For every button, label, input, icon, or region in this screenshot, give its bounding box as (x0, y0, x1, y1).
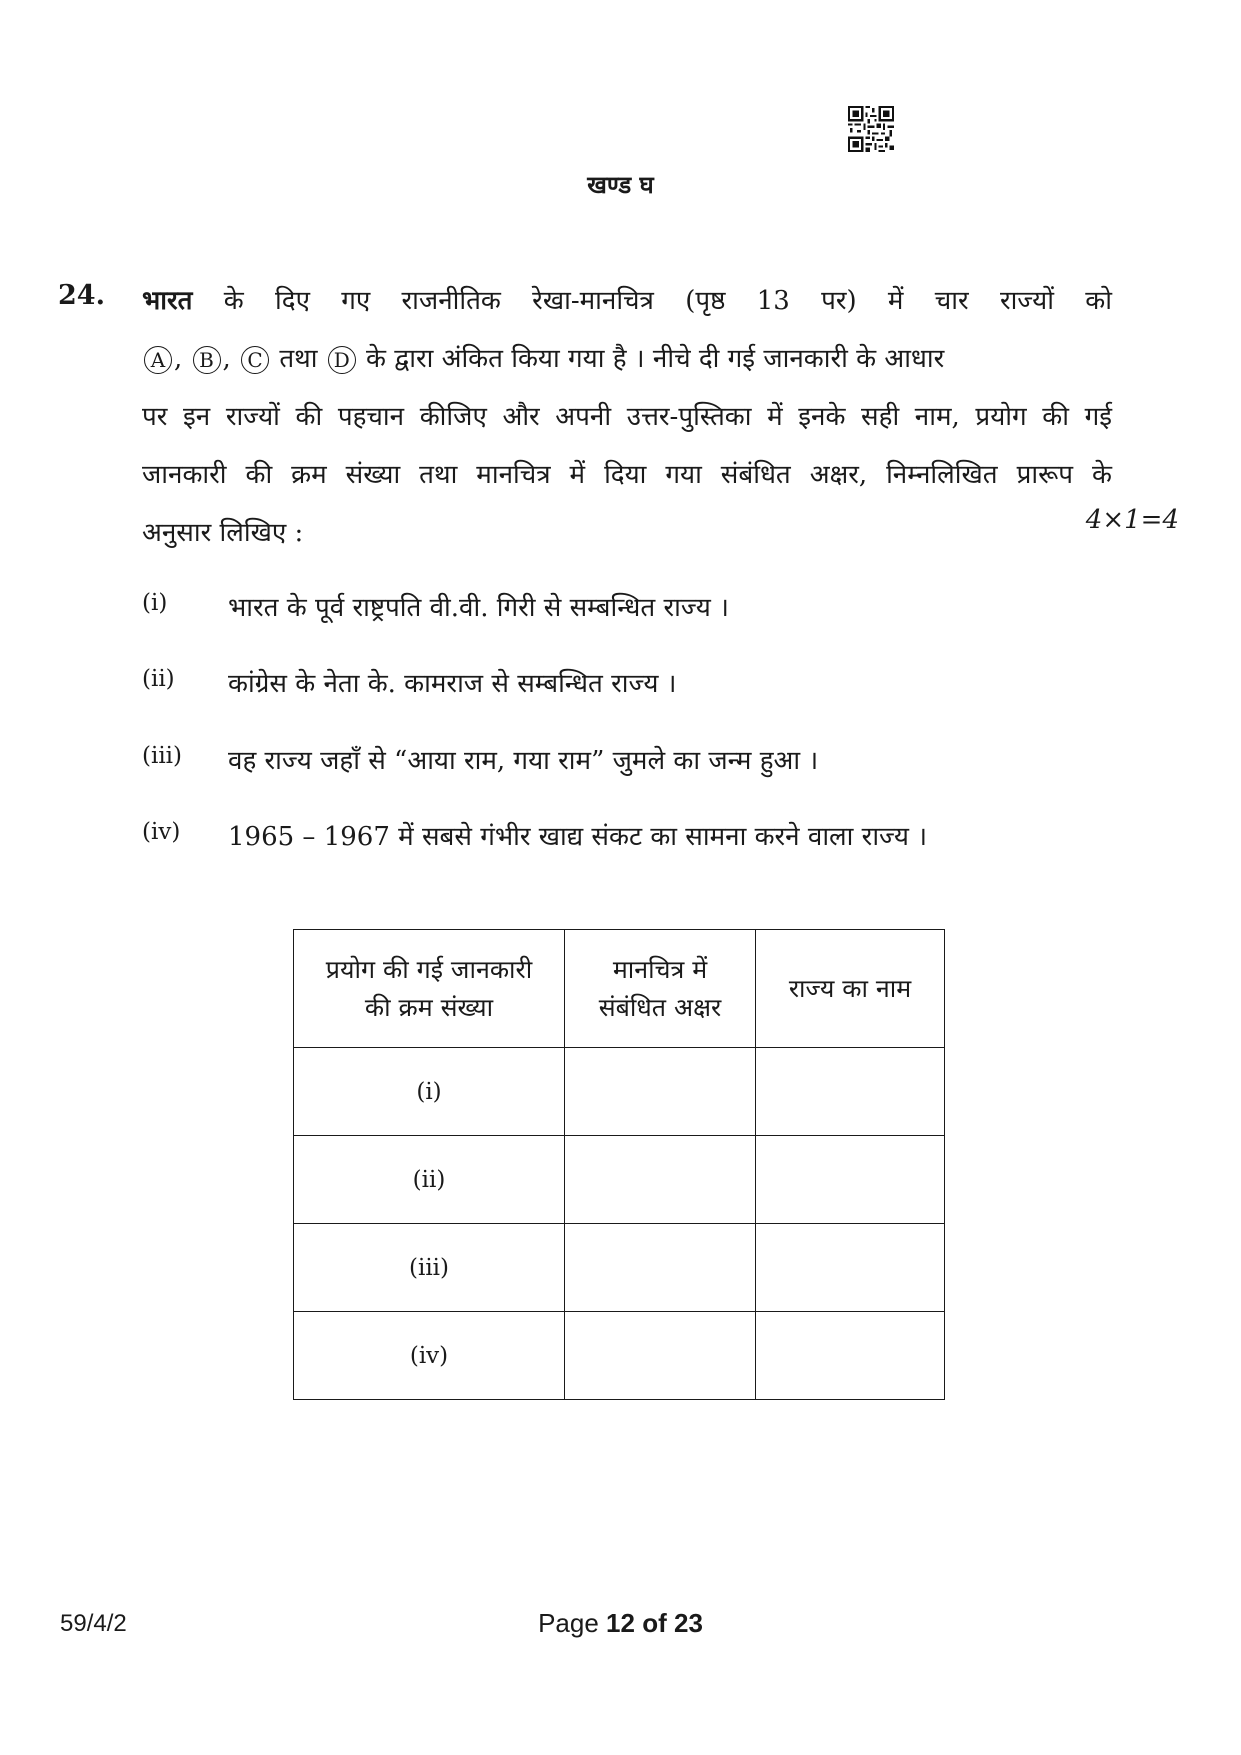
circled-letter-c: C (241, 346, 269, 374)
header-serial-line-2: की क्रम संख्या (364, 992, 494, 1022)
row-letter-cell (565, 1136, 756, 1224)
qr-code (848, 106, 894, 152)
table-row (294, 1224, 945, 1312)
row-serial: (iv) (294, 1312, 565, 1400)
row-serial: (iii) (294, 1224, 565, 1312)
question-line-5: अनुसार लिखिए : (142, 518, 304, 548)
header-serial-number (294, 930, 565, 1048)
page-of: of (642, 1608, 667, 1638)
circled-letter-a: A (144, 346, 172, 374)
circled-letter-d: D (328, 346, 356, 374)
sub-item-number: (i) (142, 590, 168, 616)
header-map-letter (565, 930, 756, 1048)
header-letter-line-1: मानचित्र में (612, 954, 708, 984)
question-text (142, 272, 1112, 562)
sub-item-text: वह राज्य जहाँ से “आया राम, गया राम” जुमले का जन्म हुआ । (228, 746, 819, 776)
page-total: 23 (673, 1608, 703, 1638)
row-state-cell (756, 1048, 945, 1136)
table-header-row (294, 930, 945, 1048)
word-tatha: तथा (279, 344, 318, 374)
row-state-cell (756, 1136, 945, 1224)
paper-code: 59/4/2 (60, 1610, 127, 1637)
row-letter-cell (565, 1048, 756, 1136)
question-line-2-text: के द्वारा अंकित किया गया है । नीचे दी गई जानकारी के आधार (366, 344, 945, 374)
question-line-2 (142, 330, 1112, 388)
sub-item-text: कांग्रेस के नेता के. कामराज से सम्बन्धित राज्य । (228, 669, 677, 699)
page-number (0, 1608, 1241, 1639)
table-row (294, 1048, 945, 1136)
sub-item-text: भारत के पूर्व राष्ट्रपति वी.वी. गिरी से सम्बन्धित राज्य । (228, 593, 729, 623)
question-line-3: पर इन राज्यों की पहचान कीजिए और अपनी उत्तर-पुस्तिका में इनके सही नाम, प्रयोग की गई (142, 402, 1112, 432)
question-number: 24. (58, 280, 105, 311)
row-serial: (ii) (294, 1136, 565, 1224)
separator: , (174, 344, 183, 374)
answer-format-table (293, 929, 945, 1400)
page-current: 12 (606, 1608, 635, 1638)
sub-item-number: (iv) (142, 819, 181, 845)
row-letter-cell (565, 1224, 756, 1312)
row-serial: (i) (294, 1048, 565, 1136)
question-keyword: भारत (142, 286, 193, 316)
table-row (294, 1312, 945, 1400)
circled-letter-b: B (193, 346, 221, 374)
separator: , (222, 344, 231, 374)
marks-allocation: 4×1=4 (1085, 505, 1179, 535)
sub-item-text: 1965 – 1967 में सबसे गंभीर खाद्य संकट का सामना करने वाला राज्य । (228, 822, 928, 852)
header-serial-line-1: प्रयोग की गई जानकारी (325, 954, 533, 984)
header-letter-line-2: संबंधित अक्षर (598, 992, 722, 1022)
row-state-cell (756, 1312, 945, 1400)
row-state-cell (756, 1224, 945, 1312)
question-line-1 (142, 272, 1112, 330)
question-line-1-text: के दिए गए राजनीतिक रेखा-मानचित्र (पृष्ठ 13 पर) में चार राज्यों को (223, 286, 1112, 316)
table-row (294, 1136, 945, 1224)
sub-item-number: (ii) (142, 666, 175, 692)
page-word: Page (538, 1608, 599, 1638)
header-state-name: राज्य का नाम (756, 930, 945, 1048)
sub-item-number: (iii) (142, 743, 183, 769)
question-line-4: जानकारी की क्रम संख्या तथा मानचित्र में दिया गया संबंधित अक्षर, निम्नलिखित प्रारूप के (142, 460, 1112, 490)
section-heading: खण्ड घ (587, 170, 654, 199)
row-letter-cell (565, 1312, 756, 1400)
